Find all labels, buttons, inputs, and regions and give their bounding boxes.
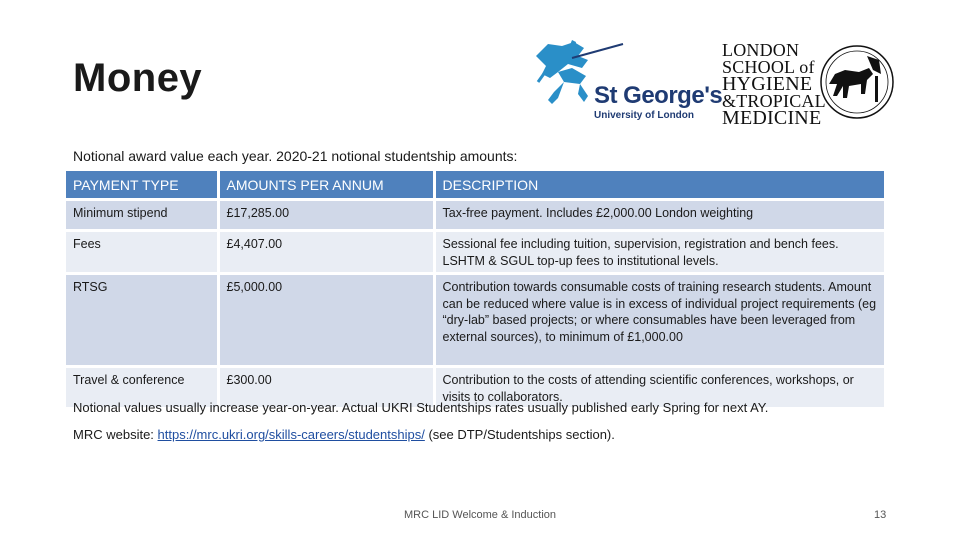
lshtm-line: MEDICINE: [722, 107, 822, 129]
mrc-website-line: [73, 427, 615, 442]
lshtm-line: SCHOOL of: [722, 57, 815, 77]
intro-text: Notional award value each year. 2020-21 notional studentship amounts:: [73, 148, 518, 164]
table-row: [66, 231, 884, 274]
lshtm-line: &TROPICAL: [722, 91, 826, 111]
lshtm-wordmark: [722, 42, 826, 127]
cell-description: Tax-free payment. Includes £2,000.00 London weighting: [434, 200, 884, 231]
header-amounts: AMOUNTS PER ANNUM: [218, 171, 434, 200]
cell-type: Travel & conference: [66, 367, 218, 409]
notional-values-note: Notional values usually increase year-on-year. Actual UKRI Studentships rates usually published early Spring for next AY.: [73, 400, 769, 415]
table-header-row: [66, 171, 884, 200]
page-number: 13: [874, 509, 887, 521]
cell-description: Contribution to the costs of attending scientific conferences, workshops, or visits to collaborators.: [434, 367, 884, 409]
cell-amount: £17,285.00: [218, 200, 434, 231]
website-suffix: (see DTP/Studentships section).: [424, 427, 615, 442]
studentship-amounts-table: [66, 171, 884, 410]
lshtm-horse-seal-icon: [815, 40, 895, 122]
header-description: DESCRIPTION: [434, 171, 884, 200]
st-georges-subtitle: University of London: [594, 110, 694, 121]
table-row: [66, 200, 884, 231]
cell-amount: £5,000.00: [218, 274, 434, 367]
cell-type: Minimum stipend: [66, 200, 218, 231]
header-payment-type: PAYMENT TYPE: [66, 171, 218, 200]
cell-amount: £300.00: [218, 367, 434, 409]
website-prefix: MRC website:: [73, 427, 158, 442]
lshtm-line: HYGIENE: [722, 73, 813, 95]
lshtm-line: LONDON: [722, 40, 800, 60]
cell-description: Sessional fee including tuition, supervision, registration and bench fees. LSHTM & SGUL top-up fees to institutional levels.: [434, 231, 884, 274]
st-georges-name: St George's: [594, 82, 723, 109]
cell-type: Fees: [66, 231, 218, 274]
cell-description: Contribution towards consumable costs of training research students. Amount can be reduced where value is in excess of individual project requirements (eg “dry-lab” based projects; or where consumables have been leveraged from external sources), to minimum of £1,000.00: [434, 274, 884, 367]
table-row: [66, 274, 884, 367]
slide-title: Money: [73, 56, 203, 100]
cell-amount: £4,407.00: [218, 231, 434, 274]
slide-footer: MRC LID Welcome & Induction: [403, 509, 557, 521]
mrc-studentships-link[interactable]: https://mrc.ukri.org/skills-careers/studentships/: [157, 427, 425, 442]
cell-type: RTSG: [66, 274, 218, 367]
